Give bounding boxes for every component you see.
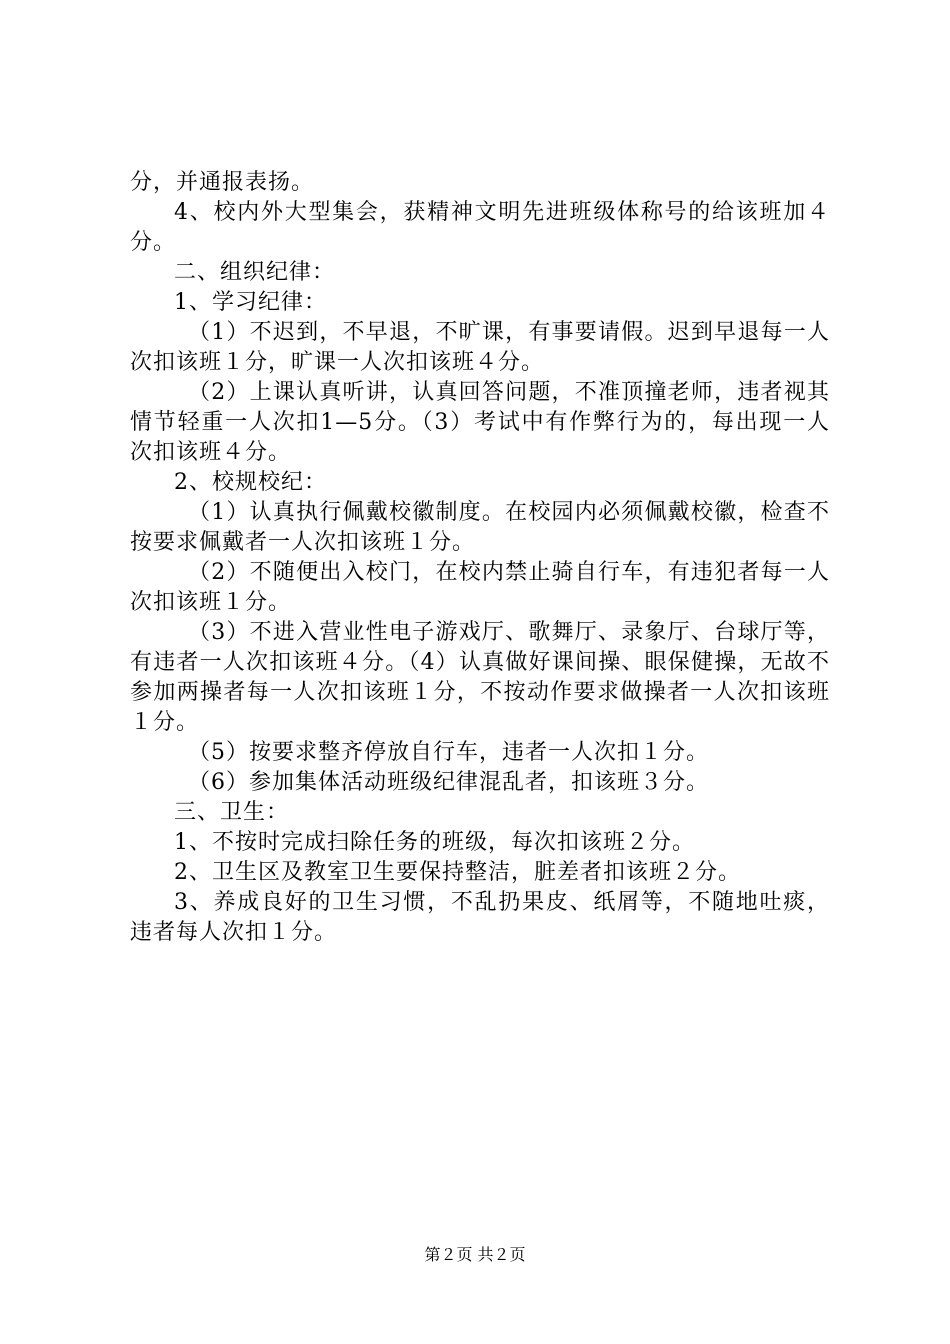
paragraph-15: 2、卫生区及教室卫生要保持整洁，脏差者扣该班２分。: [174, 860, 741, 885]
paragraph-11: （5）按要求整齐停放自行车，违者一人次扣１分。: [188, 740, 709, 765]
paragraph-16: 3、养成良好的卫生习惯，不乱扔果皮、纸屑等，不随地吐痰，违者每人次扣１分。: [130, 890, 830, 945]
paragraph-12: （6）参加集体活动班级纪律混乱者，扣该班３分。: [188, 770, 709, 795]
paragraph-10: （3）不进入营业性电子游戏厅、歌舞厅、录象厅、台球厅等，有违者一人次扣该班４分。（4）认真做好课间操、眼保健操，无故不参加两操者每一人次扣该班１分，不按动作要求做操者一人次扣该班１分。: [130, 620, 830, 735]
document-body: [130, 168, 830, 948]
subheading-study-discipline: 1、学习纪律：: [174, 290, 327, 315]
subheading-school-rules: 2、校规校纪：: [174, 470, 327, 495]
section-heading-hygiene: 三、卫生：: [174, 800, 290, 825]
paragraph-6: （2）上课认真听讲，认真回答问题，不准顶撞老师，违者视其情节轻重一人次扣1—5分。（3）考试中有作弊行为的，每出现一人次扣该班４分。: [130, 380, 830, 465]
section-heading-discipline: 二、组织纪律：: [174, 260, 336, 285]
paragraph-5: （1）不迟到，不早退，不旷课，有事要请假。迟到早退每一人次扣该班１分，旷课一人次扣该班４分。: [130, 320, 830, 375]
paragraph-2: 4、校内外大型集会，获精神文明先进班级体称号的给该班加４分。: [130, 200, 830, 255]
paragraph-1: 分，并通报表扬。: [130, 170, 315, 195]
page-number-footer: 第２页 共２页: [424, 1245, 526, 1264]
paragraph-8: （1）认真执行佩戴校徽制度。在校园内必须佩戴校徽，检查不按要求佩戴者一人次扣该班１分。: [130, 500, 830, 555]
paragraph-14: 1、不按时完成扫除任务的班级，每次扣该班２分。: [174, 830, 695, 855]
paragraph-9: （2）不随便出入校门，在校内禁止骑自行车，有违犯者每一人次扣该班１分。: [130, 560, 830, 615]
